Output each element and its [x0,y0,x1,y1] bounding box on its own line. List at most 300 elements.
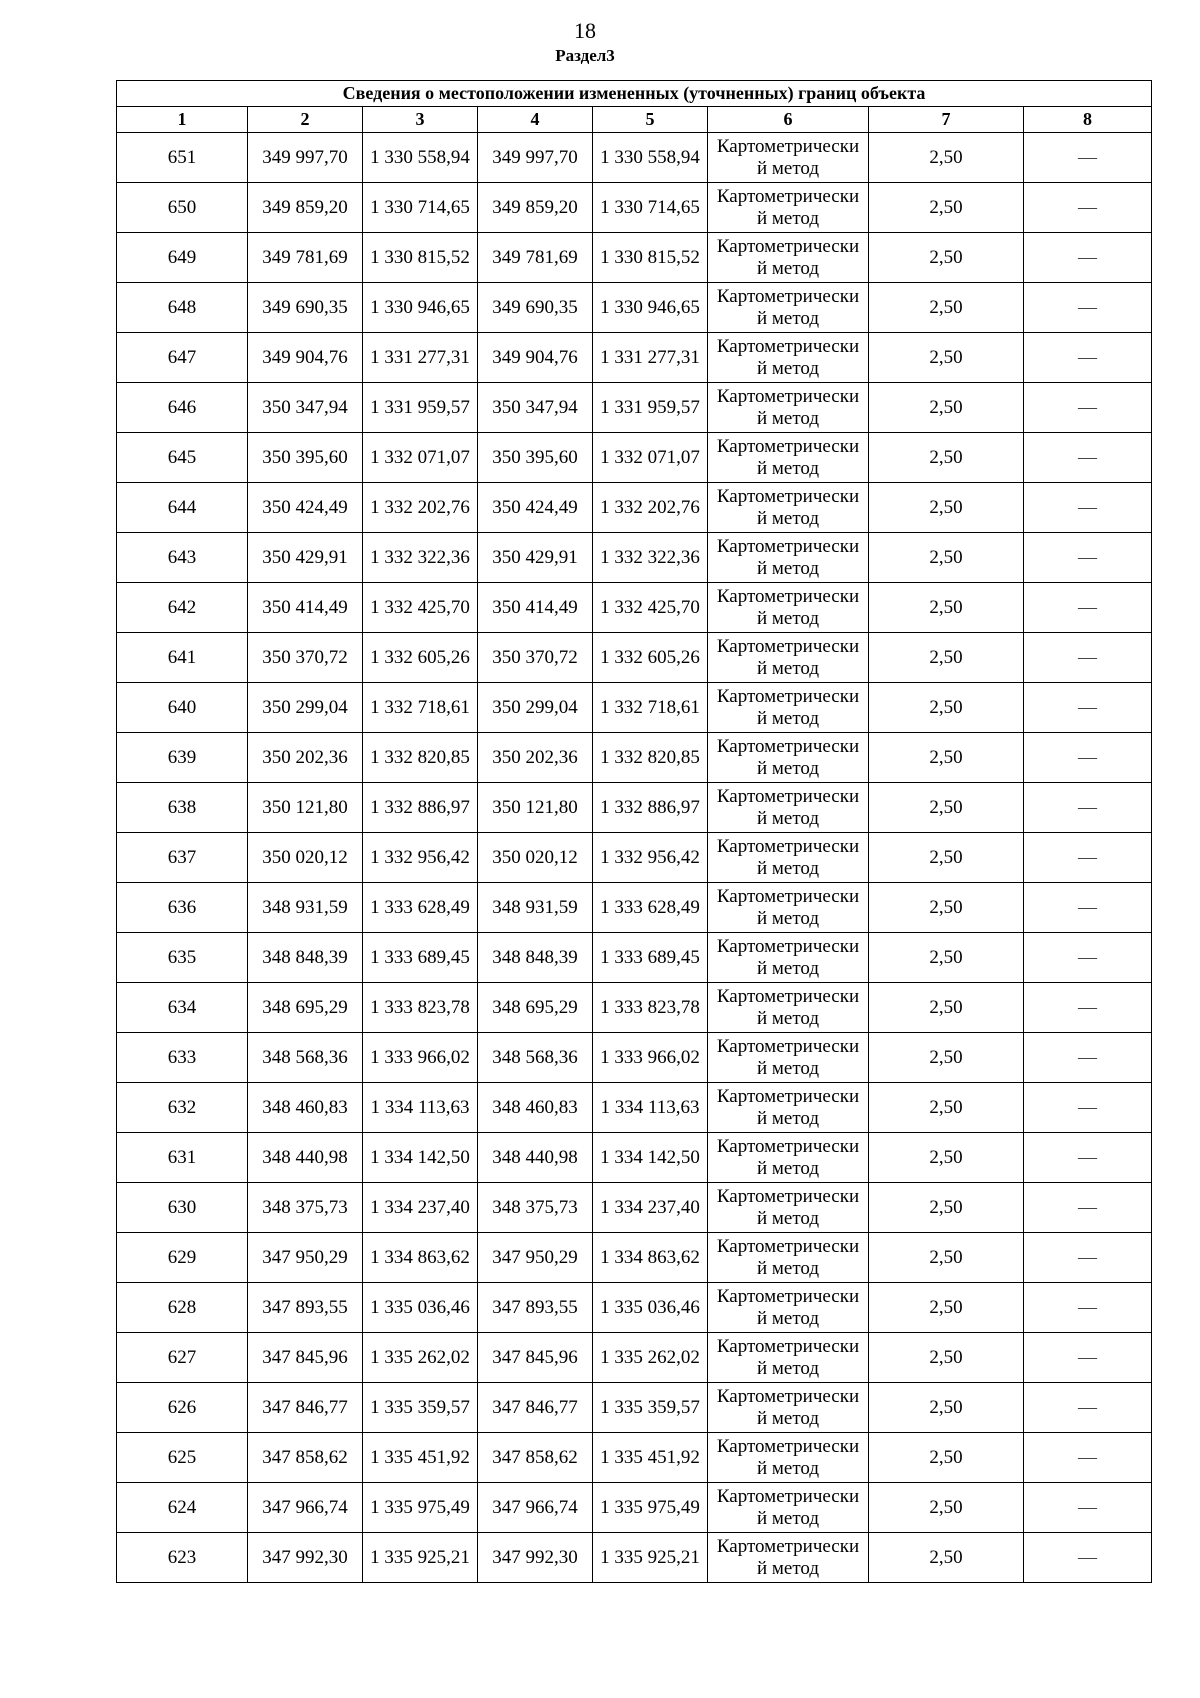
accuracy-cell: 2,50 [869,383,1024,433]
point-number-cell: 632 [117,1083,248,1133]
method-line-1: Картометрически [716,835,860,857]
x-new-cell: 347 950,29 [478,1233,593,1283]
x-new-cell: 349 904,76 [478,333,593,383]
point-number-cell: 646 [117,383,248,433]
y-new-cell: 1 334 142,50 [593,1133,708,1183]
table-row [117,883,1152,933]
x-new-cell: 348 695,29 [478,983,593,1033]
description-cell: — [1024,1533,1152,1583]
accuracy-cell: 2,50 [869,1083,1024,1133]
x-existing-cell: 348 695,29 [248,983,363,1033]
y-existing-cell: 1 332 071,07 [363,433,478,483]
point-number-cell: 637 [117,833,248,883]
table-row [117,1033,1152,1083]
point-number-cell: 644 [117,483,248,533]
method-cell [708,1133,869,1183]
table-row [117,583,1152,633]
method-cell [708,883,869,933]
x-existing-cell: 348 568,36 [248,1033,363,1083]
column-number: 8 [1024,107,1152,133]
method-line-1: Картометрически [716,1085,860,1107]
column-number: 5 [593,107,708,133]
point-number-cell: 638 [117,783,248,833]
x-existing-cell: 347 966,74 [248,1483,363,1533]
accuracy-cell: 2,50 [869,1183,1024,1233]
y-existing-cell: 1 333 628,49 [363,883,478,933]
accuracy-cell: 2,50 [869,933,1024,983]
x-existing-cell: 349 690,35 [248,283,363,333]
method-line-2: й метод [756,1457,820,1479]
y-new-cell: 1 334 237,40 [593,1183,708,1233]
y-new-cell: 1 335 036,46 [593,1283,708,1333]
method-cell [708,1183,869,1233]
description-cell: — [1024,733,1152,783]
accuracy-cell: 2,50 [869,1483,1024,1533]
y-new-cell: 1 332 425,70 [593,583,708,633]
method-line-1: Картометрически [716,1035,860,1057]
x-existing-cell: 347 846,77 [248,1383,363,1433]
point-number-cell: 648 [117,283,248,333]
x-existing-cell: 347 893,55 [248,1283,363,1333]
method-line-2: й метод [756,807,820,829]
accuracy-cell: 2,50 [869,283,1024,333]
description-cell: — [1024,983,1152,1033]
point-number-cell: 633 [117,1033,248,1083]
method-cell [708,183,869,233]
x-new-cell: 348 931,59 [478,883,593,933]
point-number-cell: 642 [117,583,248,633]
point-number-cell: 628 [117,1283,248,1333]
method-cell [708,633,869,683]
method-line-2: й метод [756,1207,820,1229]
x-existing-cell: 350 395,60 [248,433,363,483]
table-row [117,1533,1152,1583]
x-existing-cell: 350 020,12 [248,833,363,883]
point-number-cell: 641 [117,633,248,683]
method-line-1: Картометрически [716,485,860,507]
method-line-1: Картометрически [716,1135,860,1157]
x-existing-cell: 347 992,30 [248,1533,363,1583]
y-new-cell: 1 335 451,92 [593,1433,708,1483]
y-existing-cell: 1 332 425,70 [363,583,478,633]
method-line-2: й метод [756,1057,820,1079]
method-cell [708,683,869,733]
x-existing-cell: 348 440,98 [248,1133,363,1183]
description-cell: — [1024,583,1152,633]
column-number-row [117,107,1152,133]
y-new-cell: 1 332 820,85 [593,733,708,783]
description-cell: — [1024,433,1152,483]
accuracy-cell: 2,50 [869,1233,1024,1283]
x-new-cell: 348 375,73 [478,1183,593,1233]
column-number: 3 [363,107,478,133]
x-new-cell: 350 414,49 [478,583,593,633]
table-row [117,933,1152,983]
accuracy-cell: 2,50 [869,583,1024,633]
description-cell: — [1024,233,1152,283]
description-cell: — [1024,1133,1152,1183]
description-cell: — [1024,183,1152,233]
method-line-2: й метод [756,1557,820,1579]
point-number-cell: 630 [117,1183,248,1233]
x-existing-cell: 349 997,70 [248,133,363,183]
point-number-cell: 634 [117,983,248,1033]
y-new-cell: 1 330 946,65 [593,283,708,333]
method-line-1: Картометрически [716,1385,860,1407]
x-new-cell: 348 440,98 [478,1133,593,1183]
accuracy-cell: 2,50 [869,333,1024,383]
y-new-cell: 1 335 975,49 [593,1483,708,1533]
method-line-1: Картометрически [716,1435,860,1457]
y-new-cell: 1 335 925,21 [593,1533,708,1583]
y-existing-cell: 1 334 142,50 [363,1133,478,1183]
section-title: Раздел3 [555,46,615,65]
x-new-cell: 348 460,83 [478,1083,593,1133]
x-existing-cell: 350 347,94 [248,383,363,433]
table-row [117,483,1152,533]
method-line-1: Картометрически [716,1185,860,1207]
accuracy-cell: 2,50 [869,783,1024,833]
description-cell: — [1024,283,1152,333]
x-existing-cell: 350 121,80 [248,783,363,833]
table-row [117,833,1152,883]
y-new-cell: 1 332 322,36 [593,533,708,583]
accuracy-cell: 2,50 [869,683,1024,733]
method-line-2: й метод [756,1307,820,1329]
x-new-cell: 347 992,30 [478,1533,593,1583]
y-existing-cell: 1 330 714,65 [363,183,478,233]
y-existing-cell: 1 331 277,31 [363,333,478,383]
table-row [117,1083,1152,1133]
x-new-cell: 350 395,60 [478,433,593,483]
x-existing-cell: 350 299,04 [248,683,363,733]
method-line-2: й метод [756,657,820,679]
method-line-1: Картометрически [716,285,860,307]
x-existing-cell: 348 375,73 [248,1183,363,1233]
method-cell [708,1083,869,1133]
method-cell [708,383,869,433]
method-line-2: й метод [756,907,820,929]
y-existing-cell: 1 332 886,97 [363,783,478,833]
y-new-cell: 1 332 202,76 [593,483,708,533]
description-cell: — [1024,833,1152,883]
y-new-cell: 1 330 558,94 [593,133,708,183]
x-existing-cell: 349 781,69 [248,233,363,283]
y-existing-cell: 1 335 036,46 [363,1283,478,1333]
y-new-cell: 1 333 628,49 [593,883,708,933]
table-row [117,1483,1152,1533]
table-row [117,283,1152,333]
point-number-cell: 640 [117,683,248,733]
y-existing-cell: 1 332 605,26 [363,633,478,683]
method-cell [708,733,869,783]
x-existing-cell: 350 414,49 [248,583,363,633]
method-line-2: й метод [756,1007,820,1029]
description-cell: — [1024,1233,1152,1283]
accuracy-cell: 2,50 [869,633,1024,683]
y-new-cell: 1 333 823,78 [593,983,708,1033]
description-cell: — [1024,1483,1152,1533]
y-new-cell: 1 332 718,61 [593,683,708,733]
y-new-cell: 1 334 863,62 [593,1233,708,1283]
table-row [117,733,1152,783]
x-new-cell: 350 424,49 [478,483,593,533]
method-line-2: й метод [756,407,820,429]
method-line-2: й метод [756,957,820,979]
method-cell [708,283,869,333]
accuracy-cell: 2,50 [869,233,1024,283]
accuracy-cell: 2,50 [869,1033,1024,1083]
x-existing-cell: 347 845,96 [248,1333,363,1383]
method-line-1: Картометрически [716,535,860,557]
method-cell [708,583,869,633]
column-number: 4 [478,107,593,133]
method-line-2: й метод [756,757,820,779]
y-existing-cell: 1 335 451,92 [363,1433,478,1483]
method-line-2: й метод [756,1407,820,1429]
y-new-cell: 1 331 277,31 [593,333,708,383]
method-line-2: й метод [756,307,820,329]
point-number-cell: 649 [117,233,248,283]
x-new-cell: 347 845,96 [478,1333,593,1383]
column-number: 2 [248,107,363,133]
table-row [117,1383,1152,1433]
method-line-1: Картометрически [716,1235,860,1257]
point-number-cell: 635 [117,933,248,983]
table-row [117,983,1152,1033]
column-number: 6 [708,107,869,133]
point-number-cell: 627 [117,1333,248,1383]
method-line-2: й метод [756,1157,820,1179]
y-existing-cell: 1 333 823,78 [363,983,478,1033]
y-new-cell: 1 333 966,02 [593,1033,708,1083]
point-number-cell: 650 [117,183,248,233]
method-line-2: й метод [756,507,820,529]
table-row [117,1283,1152,1333]
y-new-cell: 1 331 959,57 [593,383,708,433]
method-cell [708,133,869,183]
y-existing-cell: 1 333 689,45 [363,933,478,983]
table-row [117,633,1152,683]
x-new-cell: 349 997,70 [478,133,593,183]
description-cell: — [1024,333,1152,383]
method-line-2: й метод [756,357,820,379]
accuracy-cell: 2,50 [869,833,1024,883]
point-number-cell: 626 [117,1383,248,1433]
method-cell [708,1233,869,1283]
method-line-2: й метод [756,607,820,629]
x-existing-cell: 349 904,76 [248,333,363,383]
method-line-1: Картометрически [716,685,860,707]
column-number: 7 [869,107,1024,133]
description-cell: — [1024,933,1152,983]
method-line-1: Картометрически [716,735,860,757]
accuracy-cell: 2,50 [869,1283,1024,1333]
y-new-cell: 1 333 689,45 [593,933,708,983]
description-cell: — [1024,383,1152,433]
accuracy-cell: 2,50 [869,1333,1024,1383]
table-row [117,783,1152,833]
method-line-2: й метод [756,1357,820,1379]
y-new-cell: 1 332 071,07 [593,433,708,483]
column-number: 1 [117,107,248,133]
method-cell [708,433,869,483]
description-cell: — [1024,133,1152,183]
y-existing-cell: 1 332 322,36 [363,533,478,583]
table-row [117,183,1152,233]
method-line-1: Картометрически [716,585,860,607]
y-new-cell: 1 330 815,52 [593,233,708,283]
method-line-2: й метод [756,1257,820,1279]
x-new-cell: 350 370,72 [478,633,593,683]
table-row [117,1333,1152,1383]
description-cell: — [1024,1083,1152,1133]
point-number-cell: 624 [117,1483,248,1533]
table-row [117,1433,1152,1483]
point-number-cell: 639 [117,733,248,783]
description-cell: — [1024,533,1152,583]
y-existing-cell: 1 332 718,61 [363,683,478,733]
method-line-1: Картометрически [716,1485,860,1507]
table-row [117,433,1152,483]
method-cell [708,783,869,833]
method-line-1: Картометрически [716,1285,860,1307]
method-cell [708,333,869,383]
accuracy-cell: 2,50 [869,733,1024,783]
table-row [117,133,1152,183]
y-new-cell: 1 330 714,65 [593,183,708,233]
method-line-2: й метод [756,157,820,179]
method-line-1: Картометрически [716,985,860,1007]
table-body [117,133,1152,1583]
y-existing-cell: 1 330 558,94 [363,133,478,183]
x-existing-cell: 350 370,72 [248,633,363,683]
method-line-1: Картометрически [716,335,860,357]
method-cell [708,233,869,283]
point-number-cell: 629 [117,1233,248,1283]
accuracy-cell: 2,50 [869,1533,1024,1583]
y-new-cell: 1 334 113,63 [593,1083,708,1133]
x-new-cell: 349 690,35 [478,283,593,333]
x-new-cell: 350 202,36 [478,733,593,783]
method-line-2: й метод [756,257,820,279]
description-cell: — [1024,1433,1152,1483]
point-number-cell: 631 [117,1133,248,1183]
x-existing-cell: 348 460,83 [248,1083,363,1133]
method-cell [708,1533,869,1583]
table-caption-row [117,81,1152,107]
method-cell [708,933,869,983]
x-new-cell: 350 121,80 [478,783,593,833]
x-new-cell: 349 781,69 [478,233,593,283]
y-existing-cell: 1 330 815,52 [363,233,478,283]
method-line-1: Картометрически [716,1335,860,1357]
method-cell [708,1433,869,1483]
y-existing-cell: 1 333 966,02 [363,1033,478,1083]
method-line-1: Картометрически [716,435,860,457]
x-existing-cell: 350 429,91 [248,533,363,583]
y-existing-cell: 1 335 359,57 [363,1383,478,1433]
y-new-cell: 1 332 956,42 [593,833,708,883]
point-number-cell: 623 [117,1533,248,1583]
y-new-cell: 1 335 262,02 [593,1333,708,1383]
method-line-1: Картометрически [716,135,860,157]
x-new-cell: 350 429,91 [478,533,593,583]
method-line-2: й метод [756,857,820,879]
y-existing-cell: 1 335 925,21 [363,1533,478,1583]
x-new-cell: 347 846,77 [478,1383,593,1433]
point-number-cell: 651 [117,133,248,183]
point-number-cell: 625 [117,1433,248,1483]
description-cell: — [1024,483,1152,533]
x-new-cell: 347 966,74 [478,1483,593,1533]
method-line-1: Картометрически [716,235,860,257]
method-cell [708,833,869,883]
accuracy-cell: 2,50 [869,133,1024,183]
y-existing-cell: 1 335 262,02 [363,1333,478,1383]
y-new-cell: 1 335 359,57 [593,1383,708,1433]
point-number-cell: 645 [117,433,248,483]
method-line-2: й метод [756,707,820,729]
x-existing-cell: 348 848,39 [248,933,363,983]
y-existing-cell: 1 332 202,76 [363,483,478,533]
method-line-1: Картометрически [716,185,860,207]
table-row [117,333,1152,383]
x-existing-cell: 350 424,49 [248,483,363,533]
accuracy-cell: 2,50 [869,183,1024,233]
x-new-cell: 348 568,36 [478,1033,593,1083]
table-row [117,1133,1152,1183]
y-new-cell: 1 332 886,97 [593,783,708,833]
accuracy-cell: 2,50 [869,533,1024,583]
page-number: 18 [574,18,596,43]
method-cell [708,533,869,583]
point-number-cell: 643 [117,533,248,583]
description-cell: — [1024,1033,1152,1083]
method-line-1: Картометрически [716,785,860,807]
x-new-cell: 350 299,04 [478,683,593,733]
table-row [117,1233,1152,1283]
x-existing-cell: 347 858,62 [248,1433,363,1483]
description-cell: — [1024,633,1152,683]
accuracy-cell: 2,50 [869,433,1024,483]
method-line-2: й метод [756,207,820,229]
y-existing-cell: 1 330 946,65 [363,283,478,333]
method-cell [708,1283,869,1333]
method-line-2: й метод [756,457,820,479]
method-line-1: Картометрически [716,635,860,657]
x-new-cell: 348 848,39 [478,933,593,983]
accuracy-cell: 2,50 [869,483,1024,533]
description-cell: — [1024,683,1152,733]
method-line-1: Картометрически [716,1535,860,1557]
y-existing-cell: 1 334 113,63 [363,1083,478,1133]
y-existing-cell: 1 331 959,57 [363,383,478,433]
point-number-cell: 647 [117,333,248,383]
table-row [117,533,1152,583]
method-cell [708,1333,869,1383]
description-cell: — [1024,1333,1152,1383]
x-existing-cell: 350 202,36 [248,733,363,783]
method-line-2: й метод [756,557,820,579]
y-existing-cell: 1 332 820,85 [363,733,478,783]
table-row [117,1183,1152,1233]
method-cell [708,1383,869,1433]
x-new-cell: 350 020,12 [478,833,593,883]
y-new-cell: 1 332 605,26 [593,633,708,683]
method-line-2: й метод [756,1507,820,1529]
table-row [117,233,1152,283]
